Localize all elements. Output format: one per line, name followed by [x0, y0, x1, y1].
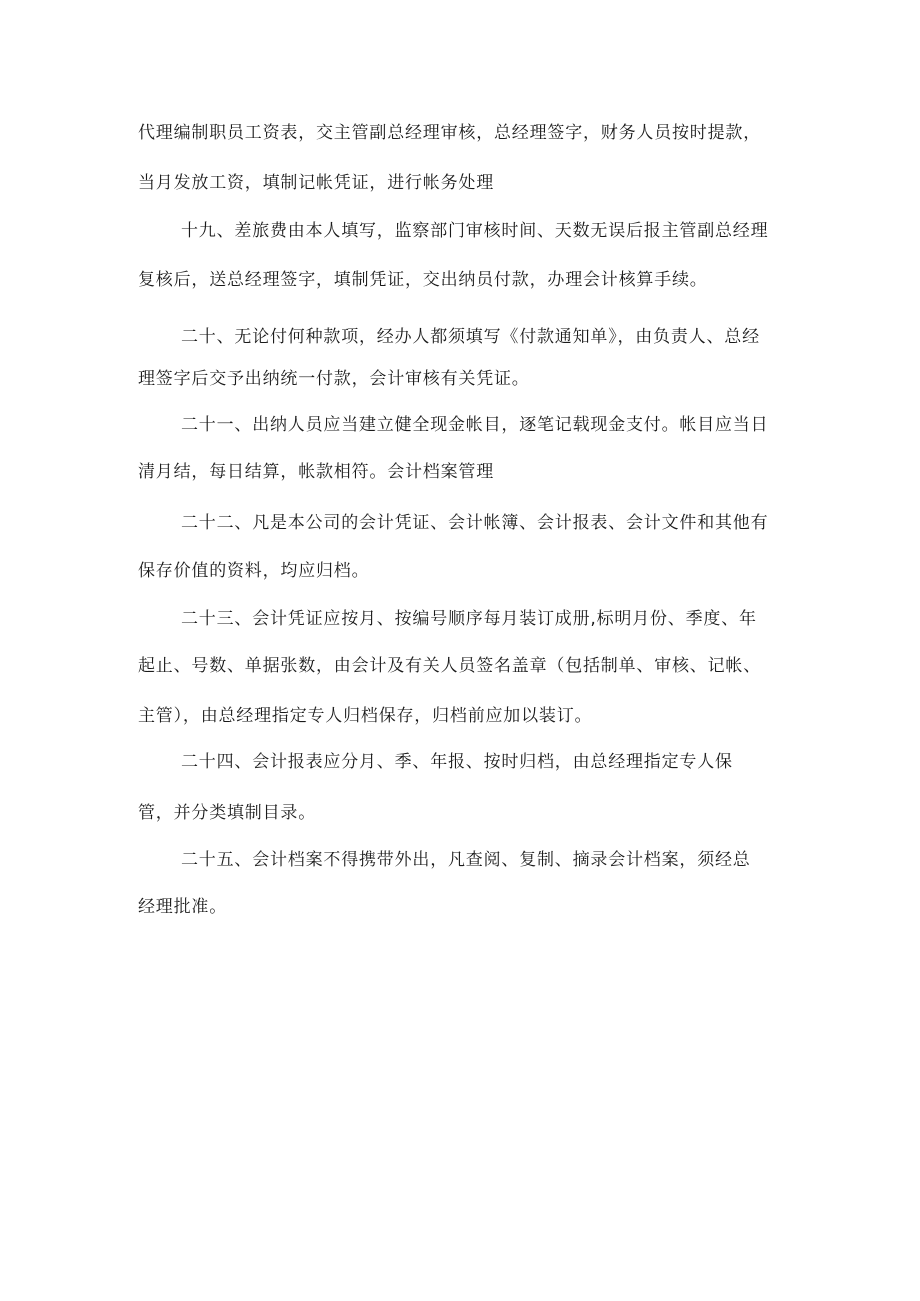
paragraph-19-line-2: 复核后，送总经理签字，填制凭证，交出纳员付款，办理会计核算手续。 — [138, 270, 708, 290]
paragraph-25-line-1: 二十五、会计档案不得携带外出，凡查阅、复制、摘录会计档案，须经总 — [181, 850, 751, 870]
paragraph-25-line-2: 经理批准。 — [138, 897, 227, 917]
paragraph-22-line-1: 二十二、凡是本公司的会计凭证、会计帐簿、会计报表、会计文件和其他有 — [181, 513, 769, 533]
paragraph-23-line-2: 起止、号数、单据张数，由会计及有关人员签名盖章（包括制单、审核、记帐、 — [138, 656, 761, 676]
paragraph-23-line-1: 二十三、会计凭证应按月、按编号顺序每月装订成册,标明月份、季度、年 — [181, 609, 757, 629]
paragraph-20-line-1: 二十、无论付何种款项，经办人都须填写《付款通知单》，由负责人、总经 — [181, 327, 760, 347]
paragraph-22-line-2: 保存价值的资料，均应归档。 — [138, 561, 370, 581]
paragraph-18-line-1: 代理编制职员工资表，交主管副总经理审核，总经理签字，财务人员按时提款， — [138, 123, 761, 143]
paragraph-19-line-1: 十九、差旅费由本人填写，监察部门审核时间、天数无误后报主管副总经理 — [181, 221, 769, 241]
paragraph-21-line-2: 清月结，每日结算，帐款相符。会计档案管理 — [138, 462, 494, 482]
paragraph-18-line-2: 当月发放工资，填制记帐凭证，进行帐务处理 — [138, 173, 494, 193]
paragraph-24-line-1: 二十四、会计报表应分月、季、年报、按时归档，由总经理指定专人保 — [181, 752, 733, 772]
paragraph-23-line-3: 主管），由总经理指定专人归档保存，归档前应加以装订。 — [138, 706, 593, 726]
paragraph-20-line-2: 理签字后交予出纳统一付款，会计审核有关凭证。 — [138, 369, 530, 389]
paragraph-21-line-1: 二十一、出纳人员应当建立健全现金帐目，逐笔记载现金支付。帐目应当日 — [181, 415, 769, 435]
paragraph-24-line-2: 管，并分类填制目录。 — [138, 803, 316, 823]
